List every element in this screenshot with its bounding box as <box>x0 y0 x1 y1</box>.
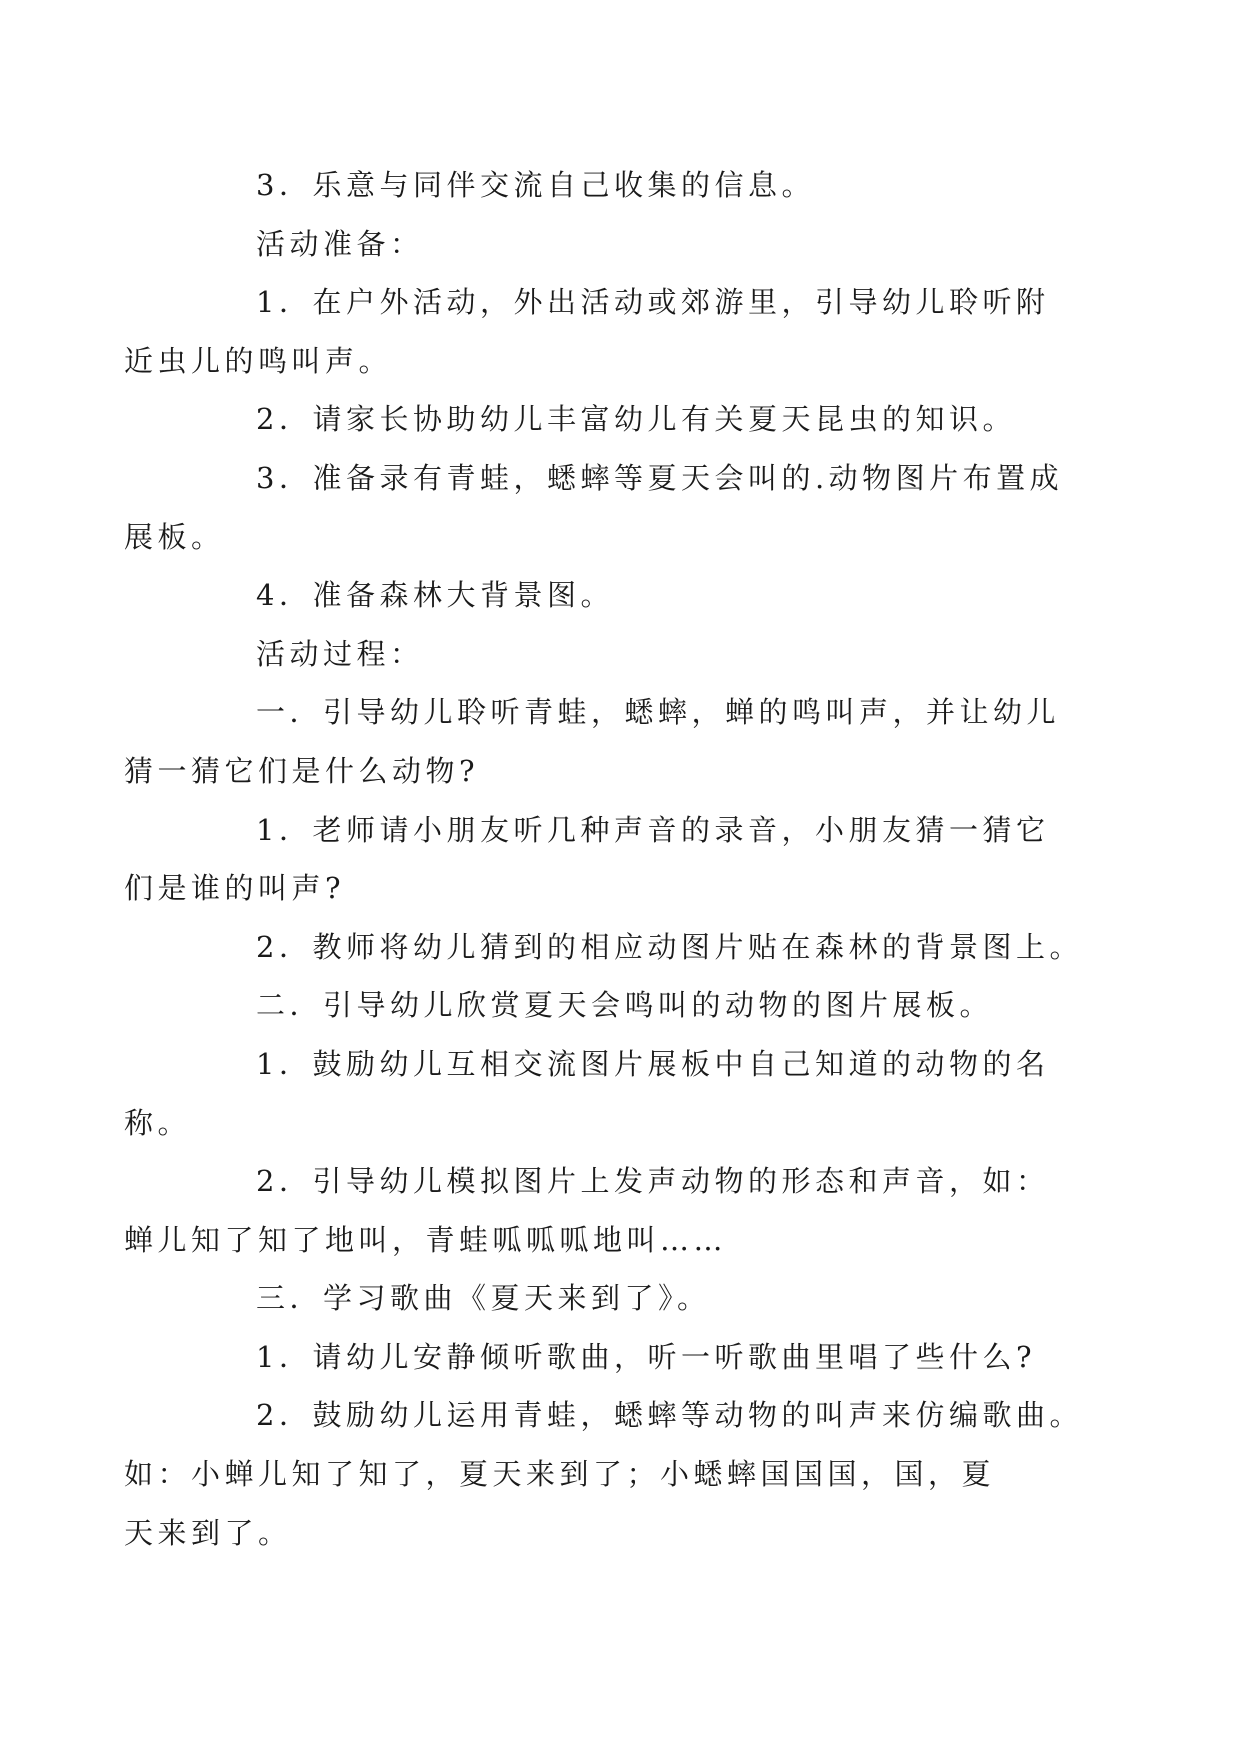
text-line: 活动准备： <box>256 226 424 261</box>
text-line: 2．请家长协助幼儿丰富幼儿有关夏天昆虫的知识。 <box>256 402 1016 437</box>
paragraph-p3 <box>124 273 1070 390</box>
paragraph-p16 <box>124 1386 1083 1562</box>
paragraph-p10 <box>190 918 1083 977</box>
text-line: 展板。 <box>124 519 225 554</box>
paragraph-p8 <box>124 683 1070 800</box>
text-line: 三．学习歌曲《夏天来到了》。 <box>256 1281 711 1316</box>
document-body <box>124 156 1083 1562</box>
section-heading-process <box>190 625 1070 684</box>
text-line: 二．引导幼儿欣赏夏天会鸣叫的动物的图片展板。 <box>256 988 994 1023</box>
section-heading-preparation <box>190 215 1070 274</box>
paragraph-p4 <box>190 390 1070 449</box>
text-line: 近虫儿的鸣叫声。 <box>124 343 393 378</box>
text-line: 活动过程： <box>256 636 424 671</box>
paragraph-p14 <box>190 1269 1070 1328</box>
text-line: 2．引导幼儿模拟图片上发声动物的形态和声音，如： <box>256 1164 1050 1199</box>
text-line: 3．准备录有青蛙，蟋蟀等夏天会叫的.动物图片布置成 <box>256 460 1064 495</box>
text-line: 1．鼓励幼儿互相交流图片展板中自己知道的动物的名 <box>256 1046 1050 1081</box>
text-line: 猜一猜它们是什么动物? <box>124 753 480 788</box>
paragraph-p6 <box>190 566 1070 625</box>
text-line: 4．准备森林大背景图。 <box>256 578 614 613</box>
text-line: 们是谁的叫声? <box>124 871 346 906</box>
paragraph-p5 <box>124 449 1070 566</box>
paragraph-p1 <box>190 156 1070 215</box>
text-line: 2．鼓励幼儿运用青蛙，蟋蟀等动物的叫声来仿编歌曲。 <box>256 1398 1083 1433</box>
text-line: 蝉儿知了知了地叫，青蛙呱呱呱地叫…… <box>124 1222 728 1257</box>
text-line: 如：小蝉儿知了知了，夏天来到了；小蟋蟀国国国，国，夏 <box>124 1457 996 1492</box>
paragraph-p13 <box>124 1152 1070 1269</box>
paragraph-p15 <box>190 1328 1070 1387</box>
text-line: 一．引导幼儿聆听青蛙，蟋蟀，蝉的鸣叫声，并让幼儿 <box>256 695 1061 730</box>
paragraph-p12 <box>124 1035 1070 1152</box>
text-line: 1．在户外活动，外出活动或郊游里，引导幼儿聆听附 <box>256 285 1050 320</box>
paragraph-p11 <box>190 976 1070 1035</box>
text-line: 1．请幼儿安静倾听歌曲，听一听歌曲里唱了些什么? <box>256 1339 1036 1374</box>
paragraph-p9 <box>124 801 1070 918</box>
text-line: 3．乐意与同伴交流自己收集的信息。 <box>256 168 815 202</box>
text-line: 天来到了。 <box>124 1515 292 1550</box>
text-line: 称。 <box>124 1105 192 1140</box>
text-line: 1．老师请小朋友听几种声音的录音，小朋友猜一猜它 <box>256 812 1050 847</box>
text-line: 2．教师将幼儿猜到的相应动图片贴在森林的背景图上。 <box>256 929 1083 964</box>
